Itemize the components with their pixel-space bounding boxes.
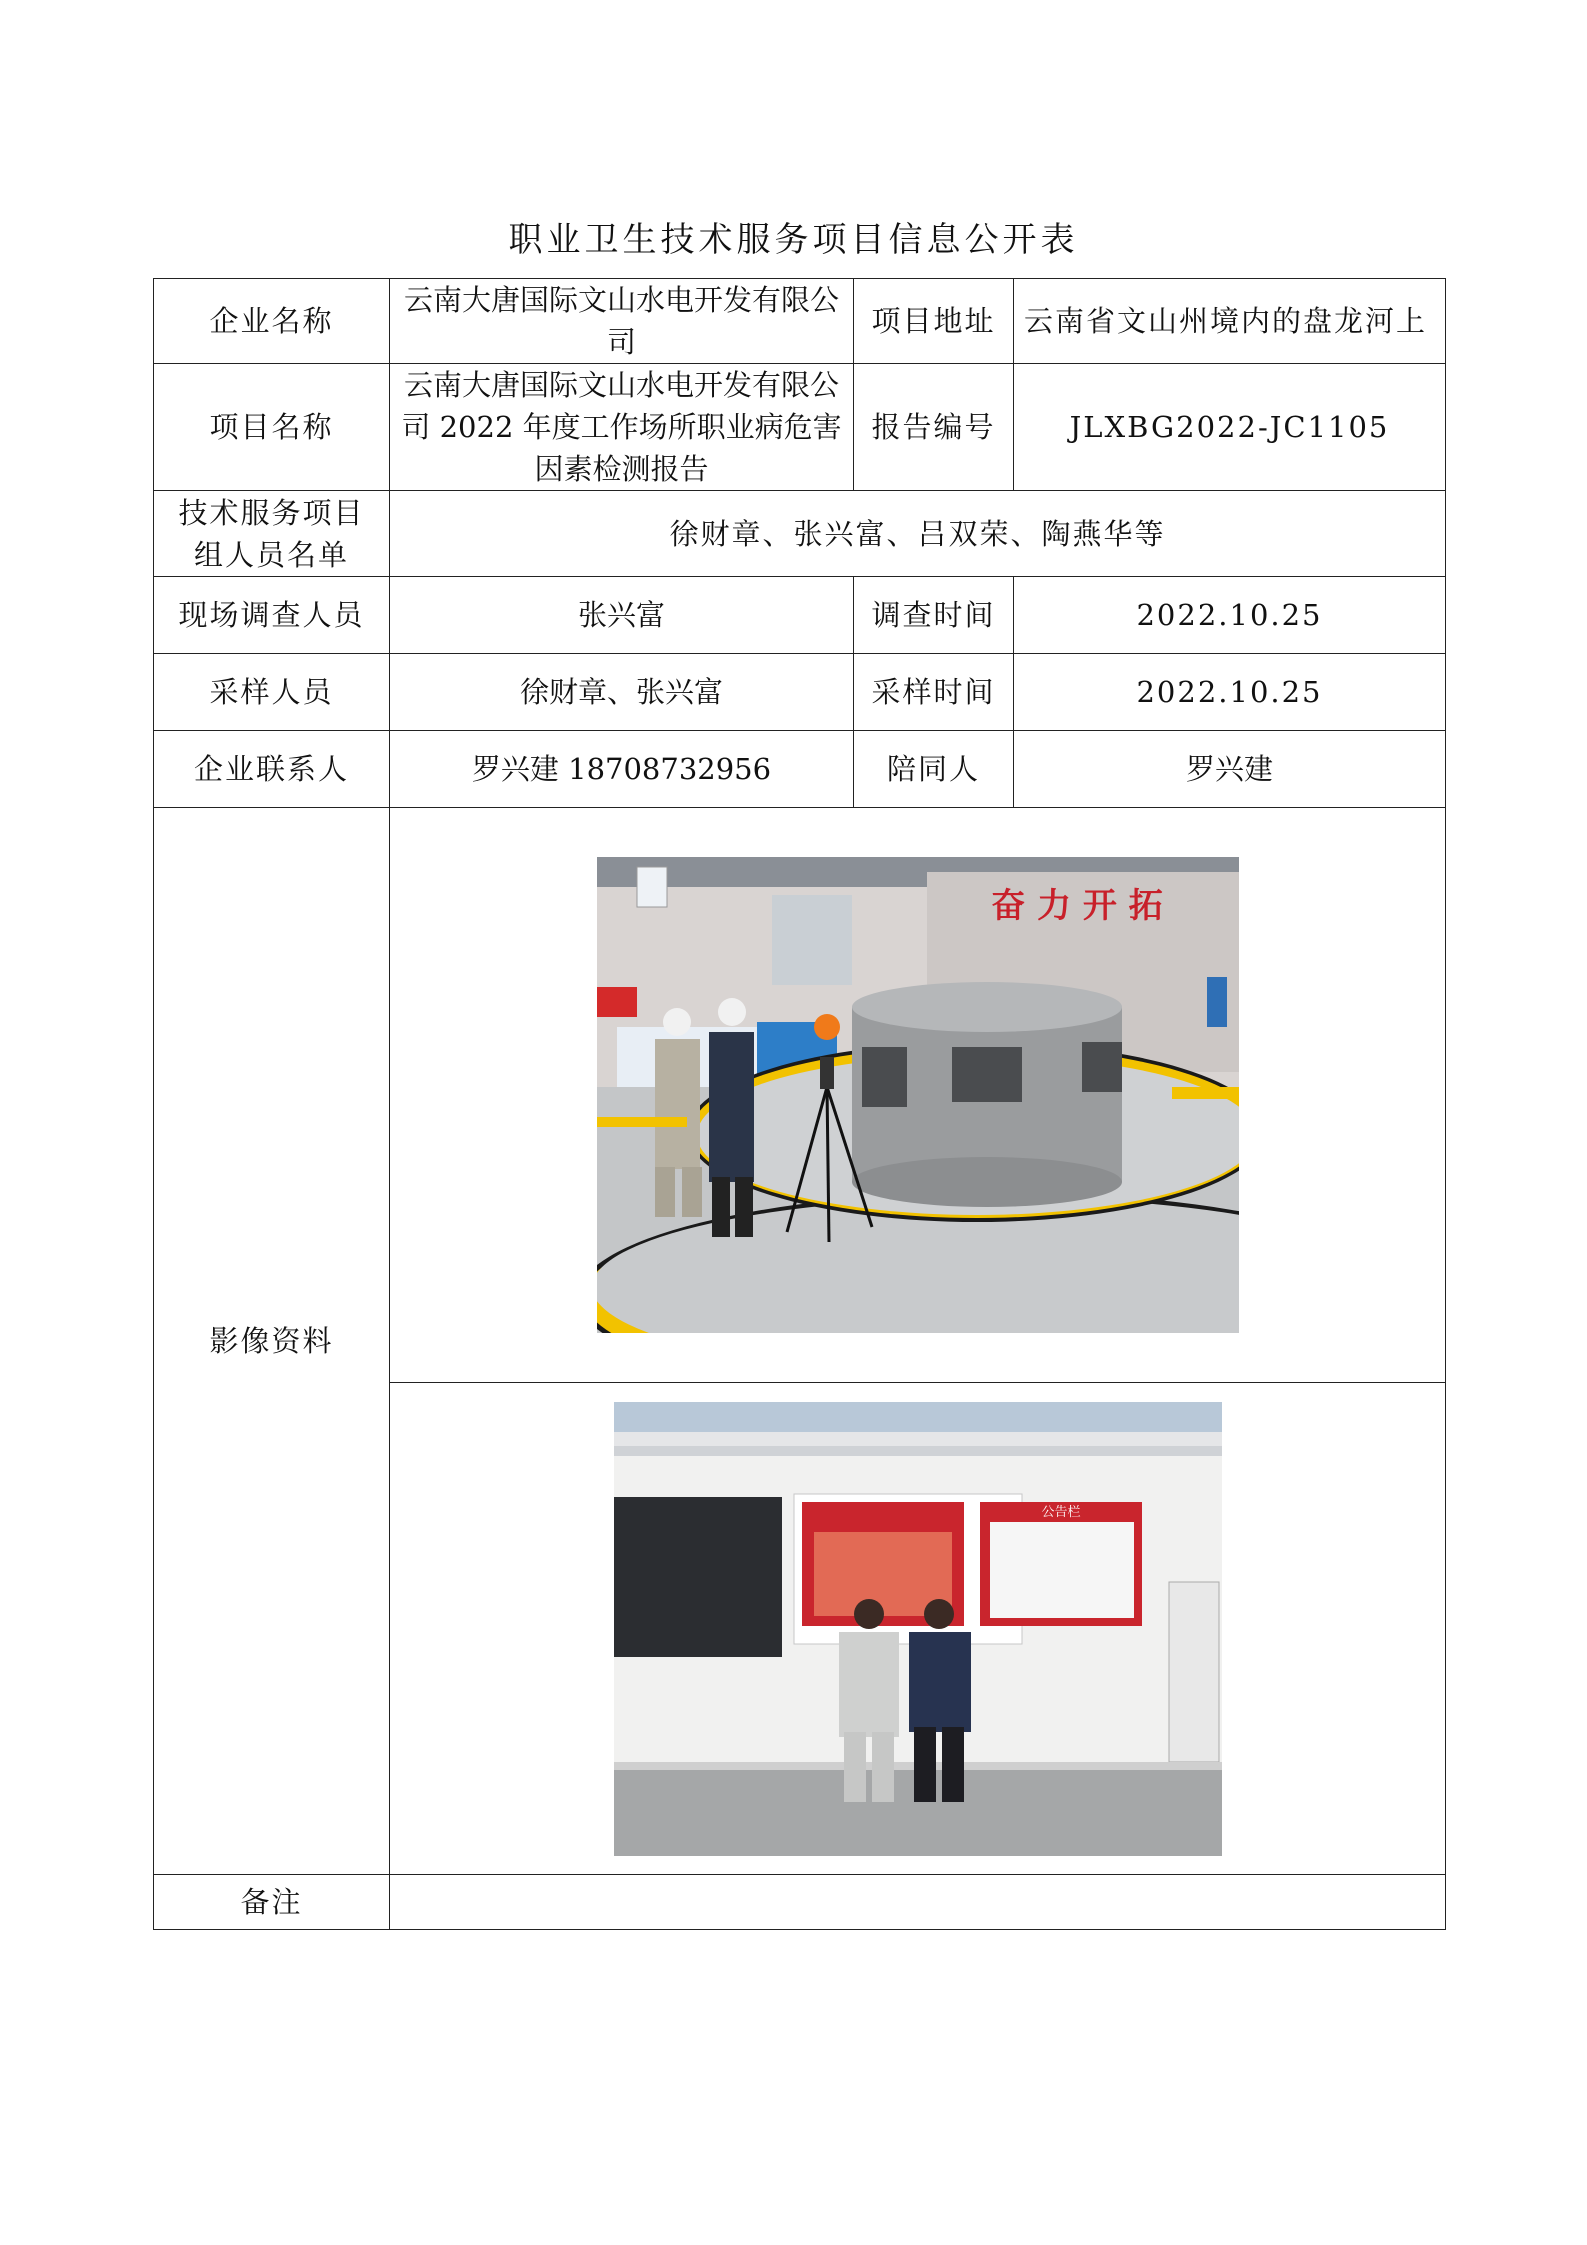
team-label: 技术服务项目组人员名单	[154, 491, 390, 577]
photo-cell-2	[390, 1383, 1446, 1875]
sample-time-label: 采样时间	[854, 654, 1014, 731]
row-contact	[154, 731, 1446, 808]
sample-time-value: 2022.10.25	[1014, 654, 1446, 731]
report-number: JLXBG2022-JC1105	[1014, 364, 1446, 491]
sampler-value: 徐财章、张兴富	[390, 654, 854, 731]
survey-value: 张兴富	[390, 577, 854, 654]
escort-value: 罗兴建	[1014, 731, 1446, 808]
media-label: 影像资料	[154, 808, 390, 1875]
page-title: 职业卫生技术服务项目信息公开表	[508, 220, 1079, 260]
contact-value: 罗兴建 18708732956	[390, 731, 854, 808]
row-project	[154, 364, 1446, 491]
company-value: 云南大唐国际文山水电开发有限公司	[390, 279, 854, 364]
sampler-label: 采样人员	[154, 654, 390, 731]
team-value: 徐财章、张兴富、吕双荣、陶燕华等	[390, 491, 1446, 577]
survey-label: 现场调查人员	[154, 577, 390, 654]
survey-time-label: 调查时间	[854, 577, 1014, 654]
report-label: 报告编号	[854, 364, 1014, 491]
info-table	[153, 278, 1446, 1930]
row-survey	[154, 577, 1446, 654]
row-remark	[154, 1875, 1446, 1930]
project-label: 项目名称	[154, 364, 390, 491]
row-company	[154, 279, 1446, 364]
remark-value	[390, 1875, 1446, 1930]
address-label: 项目地址	[854, 279, 1014, 364]
escort-label: 陪同人	[854, 731, 1014, 808]
company-label: 企业名称	[154, 279, 390, 364]
photo-noise-measurement	[597, 857, 1239, 1333]
remark-label: 备注	[154, 1875, 390, 1930]
banner-text: 奋 力 开 拓	[990, 886, 1163, 926]
survey-time-value: 2022.10.25	[1014, 577, 1446, 654]
row-sampler	[154, 654, 1446, 731]
photo-cell-1	[390, 808, 1446, 1383]
row-team	[154, 491, 1446, 577]
project-value: 云南大唐国际文山水电开发有限公司 2022 年度工作场所职业病危害因素检测报告	[390, 364, 854, 491]
contact-label: 企业联系人	[154, 731, 390, 808]
photo-team-on-site	[614, 1402, 1222, 1856]
address-value: 云南省文山州境内的盘龙河上	[1014, 279, 1446, 364]
row-photo-1	[154, 808, 1446, 1383]
notice-board-text: 公告栏	[1040, 1504, 1081, 1520]
